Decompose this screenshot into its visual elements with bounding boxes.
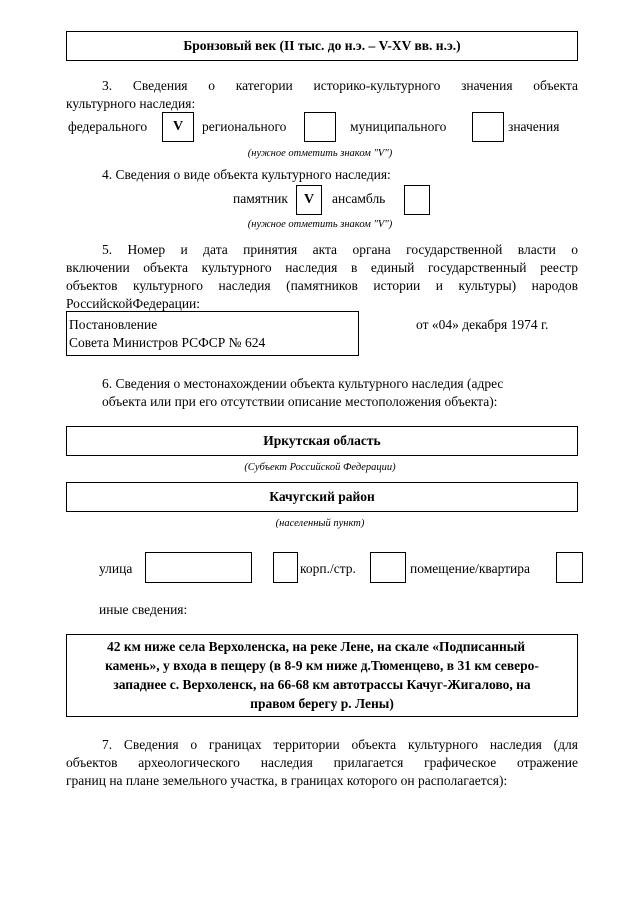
other-line2: камень», у входа в пещеру (в 8-9 км ниже д.Тюменцево, в 31 км северо- <box>105 658 539 673</box>
section3-line2: культурного наследия: <box>66 96 196 111</box>
room-input[interactable] <box>556 552 583 583</box>
other-info-box <box>66 634 578 717</box>
act-box <box>66 311 359 356</box>
other-line3: западнее с. Верхоленск, на 66-68 км автотрассы Качуг-Жигалово, на <box>113 677 531 692</box>
federal-label: федерального <box>68 119 148 134</box>
section3-note: (нужное отметить знаком "V") <box>247 148 393 159</box>
section4-note: (нужное отметить знаком "V") <box>247 219 393 230</box>
other-line1: 42 км ниже села Верхоленска, на реке Лене, на скале «Подписанный <box>107 639 526 654</box>
room-label: помещение/квартира <box>410 561 531 576</box>
header-box <box>66 31 578 61</box>
other-line4: правом берегу р. Лены) <box>250 696 394 711</box>
regional-checkbox[interactable] <box>304 112 336 142</box>
section5-line2: включении объекта культурного наследия в единый государственный реестр <box>66 260 578 275</box>
region-box <box>66 426 578 456</box>
act-line2: Совета Министров РСФСР № 624 <box>69 335 266 350</box>
act-date: от «04» декабря 1974 г. <box>416 317 549 332</box>
federal-checkbox[interactable]: V <box>162 112 194 142</box>
district-note: (населенный пункт) <box>275 518 365 529</box>
municipal-checkbox[interactable] <box>472 112 504 142</box>
municipal-label: муниципального <box>350 119 447 134</box>
section7-line1: 7. Сведения о границах территории объекта культурного наследия (для <box>102 737 578 752</box>
street-label: улица <box>99 561 133 576</box>
section5-line4: РоссийскойФедерации: <box>66 296 201 311</box>
region-note: (Субъект Российской Федерации) <box>244 462 396 473</box>
street-input[interactable] <box>145 552 252 583</box>
page-title: Бронзовый век (II тыс. до н.э. – V-XV вв. н.э.) <box>183 38 461 53</box>
act-line1: Постановление <box>69 317 158 332</box>
section7-line2: объектов археологического наследия прилагается графическое отражение <box>66 755 578 770</box>
section7-line3: границ на плане земельного участка, в границах которого он располагается): <box>66 773 508 788</box>
section3-line1: 3. Сведения о категории историко-культурного значения объекта <box>102 78 578 93</box>
monument-checkbox[interactable]: V <box>296 185 322 215</box>
district-box <box>66 482 578 512</box>
section5-line1: 5. Номер и дата принятия акта органа государственной власти о <box>102 242 578 257</box>
building-input[interactable] <box>370 552 406 583</box>
ensemble-checkbox[interactable] <box>404 185 430 215</box>
ensemble-label: ансамбль <box>332 191 386 206</box>
section6-line1: 6. Сведения о местонахождении объекта культурного наследия (адрес <box>102 376 504 391</box>
region-value: Иркутская область <box>263 433 381 448</box>
section5-line3: объектов культурного наследия (памятников истории и культуры) народов <box>66 278 578 293</box>
house-input[interactable] <box>273 552 298 583</box>
section4-line1: 4. Сведения о виде объекта культурного наследия: <box>102 167 391 182</box>
significance-label: значения <box>508 119 560 134</box>
building-label: корп./стр. <box>300 561 356 576</box>
other-label: иные сведения: <box>99 602 188 617</box>
section6-line2: объекта или при его отсутствии описание местоположения объекта): <box>102 394 498 409</box>
monument-label: памятник <box>233 191 288 206</box>
regional-label: регионального <box>202 119 287 134</box>
district-value: Качугский район <box>269 489 375 504</box>
